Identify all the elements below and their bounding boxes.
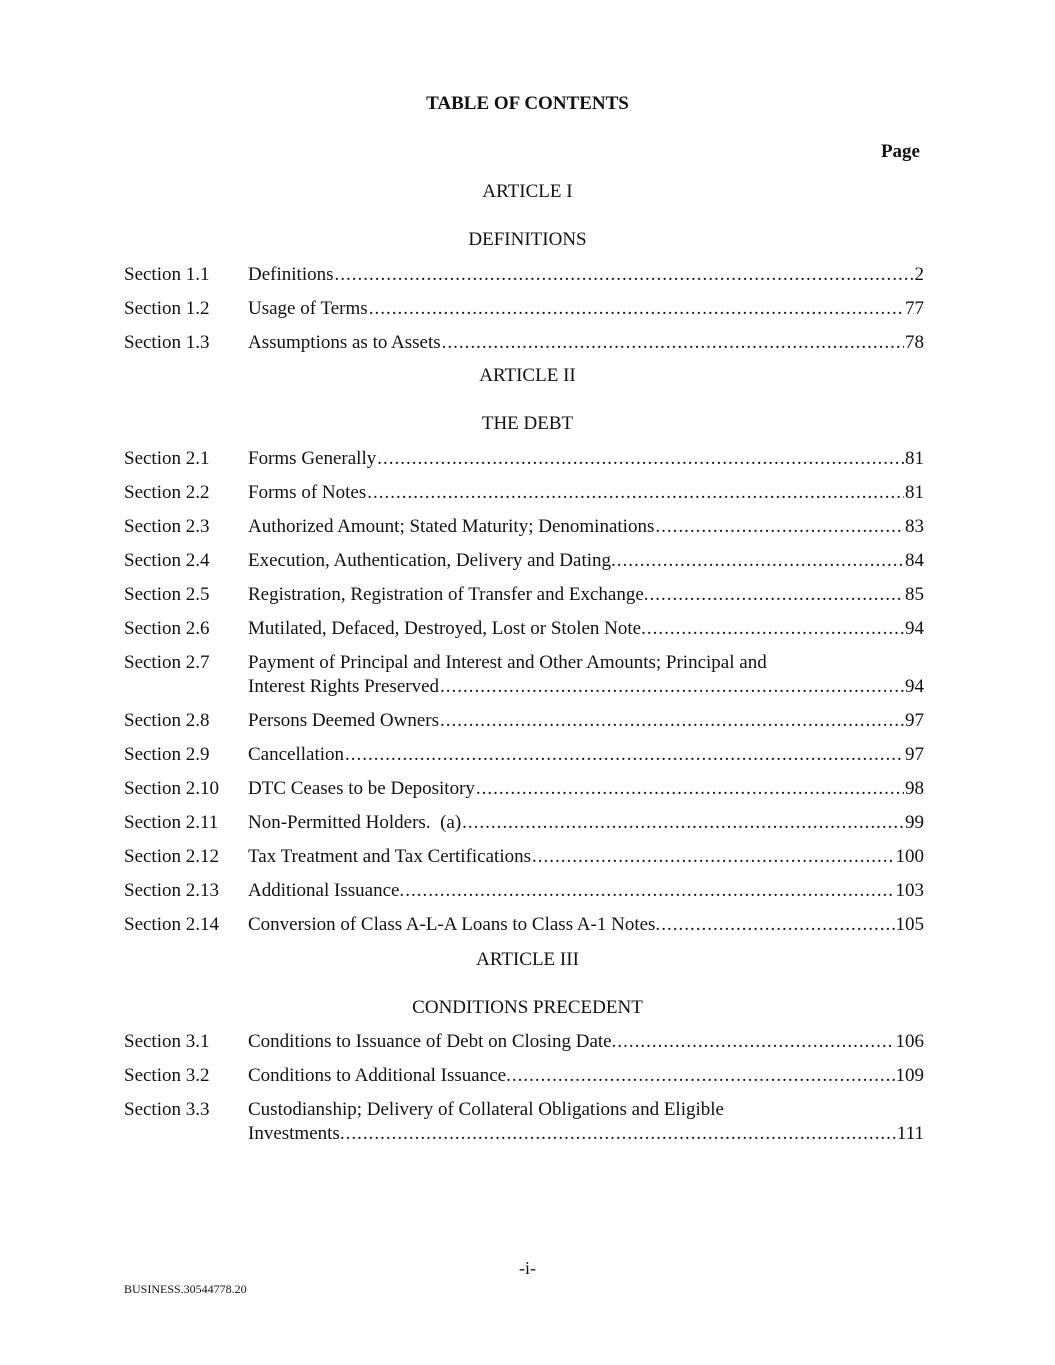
page-ref: 85 (905, 584, 924, 605)
page-ref: 94 (905, 618, 924, 639)
article-2-name: THE DEBT (481, 413, 574, 434)
section-number: Section 3.1 (124, 1031, 210, 1052)
page-ref: 100 (895, 846, 924, 867)
section-title-line1[interactable]: Payment of Principal and Interest and Other Amounts; Principal and (248, 652, 767, 673)
section-number: Section 2.8 (124, 710, 210, 731)
section-number: Section 2.12 (124, 846, 219, 867)
page-ref: 106 (895, 1031, 924, 1052)
section-title[interactable]: Conditions to Issuance of Debt on Closing Date. (248, 1031, 617, 1052)
section-title[interactable]: Usage of Terms (248, 298, 368, 319)
section-title-line1[interactable]: Custodianship; Delivery of Collateral Obligations and Eligible (248, 1099, 724, 1120)
section-title[interactable]: Cancellation (248, 744, 345, 765)
leader-dots (617, 549, 904, 573)
page-ref: 109 (895, 1065, 924, 1086)
page-ref: 77 (905, 298, 924, 319)
leader-dots (440, 709, 904, 733)
section-title[interactable]: Interest Rights Preserved (248, 676, 440, 697)
page-column-label: Page (880, 141, 920, 162)
section-number: Section 1.1 (124, 264, 210, 285)
leader-dots (377, 447, 904, 471)
page-ref: 103 (895, 880, 924, 901)
leader-dots (650, 583, 904, 607)
page-ref: 97 (905, 710, 924, 731)
article-2-label: ARTICLE II (479, 365, 576, 386)
leader-dots (647, 617, 904, 641)
section-title[interactable]: Forms Generally (248, 448, 377, 469)
section-number: Section 2.5 (124, 584, 210, 605)
section-number: Section 2.1 (124, 448, 210, 469)
section-title[interactable]: Mutilated, Defaced, Destroyed, Lost or Stolen Note. (248, 618, 646, 639)
page-ref: 84 (905, 550, 924, 571)
page-number: -i- (519, 1258, 536, 1278)
section-title[interactable]: Tax Treatment and Tax Certifications (248, 846, 531, 867)
section-number: Section 3.2 (124, 1065, 210, 1086)
section-number: Section 1.3 (124, 332, 210, 353)
page-ref: 83 (905, 516, 924, 537)
section-number: Section 2.14 (124, 914, 219, 935)
leader-dots (476, 777, 904, 801)
section-title[interactable]: Registration, Registration of Transfer and Exchange. (248, 584, 649, 605)
leader-dots (532, 845, 895, 869)
section-title[interactable]: Persons Deemed Owners (248, 710, 440, 731)
section-number: Section 2.6 (124, 618, 210, 639)
leader-dots (512, 1064, 895, 1088)
page-ref: 111 (896, 1123, 924, 1144)
section-number: Section 2.9 (124, 744, 210, 765)
article-3-name: CONDITIONS PRECEDENT (412, 997, 643, 1018)
toc-title: TABLE OF CONTENTS (426, 93, 629, 114)
section-title[interactable]: Conversion of Class A-L-A Loans to Class A-1 Notes. (248, 914, 661, 935)
article-1-label: ARTICLE I (482, 181, 573, 202)
leader-dots (440, 675, 904, 699)
leader-dots (462, 811, 904, 835)
page-ref: 98 (905, 778, 924, 799)
section-number: Section 2.2 (124, 482, 210, 503)
section-number: Section 2.3 (124, 516, 210, 537)
section-number: Section 2.7 (124, 652, 210, 673)
leader-dots (442, 331, 904, 355)
leader-dots (367, 481, 904, 505)
section-number: Section 2.10 (124, 778, 219, 799)
section-title[interactable]: Authorized Amount; Stated Maturity; Denominations (248, 516, 655, 537)
section-title[interactable]: Definitions (248, 264, 334, 285)
section-title[interactable]: Additional Issuance. (248, 880, 405, 901)
section-number: Section 2.4 (124, 550, 210, 571)
page-ref: 78 (905, 332, 924, 353)
leader-dots (661, 913, 894, 937)
leader-dots (345, 743, 904, 767)
section-title[interactable]: Non-Permitted Holders. (a) (248, 812, 462, 833)
page-ref: 97 (905, 744, 924, 765)
leader-dots (369, 297, 904, 321)
document-id: BUSINESS.30544778.20 (124, 1282, 247, 1296)
section-title[interactable]: DTC Ceases to be Depository (248, 778, 475, 799)
page-ref: 99 (905, 812, 924, 833)
section-title[interactable]: Investments. (248, 1123, 345, 1144)
leader-dots (335, 263, 914, 287)
page-ref: 81 (905, 482, 924, 503)
leader-dots (346, 1122, 896, 1146)
section-title[interactable]: Forms of Notes (248, 482, 367, 503)
article-3-label: ARTICLE III (476, 949, 579, 970)
section-number: Section 3.3 (124, 1099, 210, 1120)
page-ref: 105 (895, 914, 924, 935)
article-1-name: DEFINITIONS (468, 229, 587, 250)
section-number: Section 2.11 (124, 812, 219, 833)
section-title[interactable]: Conditions to Additional Issuance. (248, 1065, 511, 1086)
section-title[interactable]: Assumptions as to Assets (248, 332, 441, 353)
leader-dots (655, 515, 904, 539)
leader-dots (617, 1030, 894, 1054)
page-ref: 2 (914, 264, 924, 285)
leader-dots (405, 879, 894, 903)
section-number: Section 2.13 (124, 880, 219, 901)
section-number: Section 1.2 (124, 298, 210, 319)
page-ref: 81 (905, 448, 924, 469)
page-ref: 94 (905, 676, 924, 697)
section-title[interactable]: Execution, Authentication, Delivery and Dating. (248, 550, 616, 571)
